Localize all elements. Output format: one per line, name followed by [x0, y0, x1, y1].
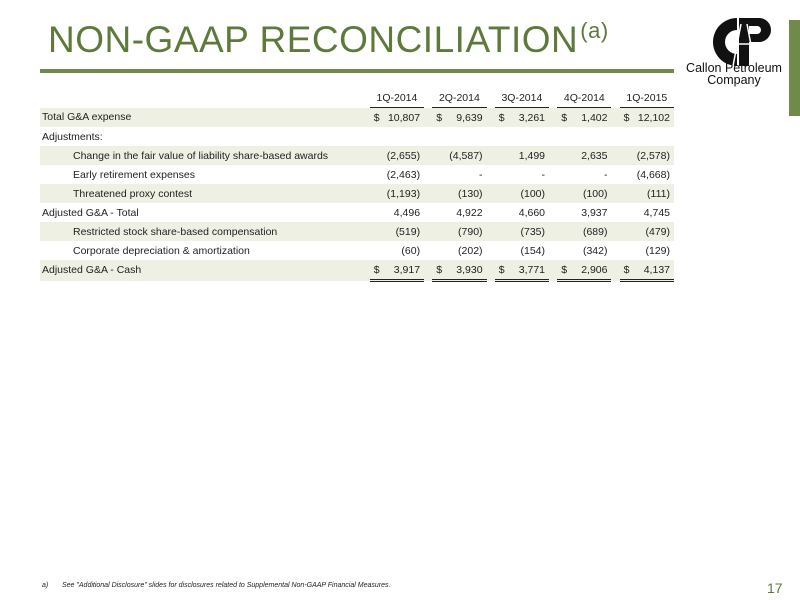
table-cell	[370, 127, 424, 146]
title-underline	[40, 69, 674, 73]
table-cell: (100)	[557, 184, 611, 203]
table-row	[40, 222, 674, 241]
table-cell	[495, 127, 549, 146]
row-label: Corporate depreciation & amortization	[73, 244, 250, 257]
footnote	[42, 582, 390, 589]
ga-reconciliation-table	[40, 88, 674, 282]
row-label: Threatened proxy contest	[40, 184, 370, 203]
table-cell: (519)	[370, 222, 424, 241]
table-cell: (202)	[458, 244, 483, 257]
row-label: Change in the fair value of liability share-based awards	[40, 146, 370, 165]
table-cell: (129)	[645, 244, 670, 257]
table-cell: $ 9,639	[432, 108, 486, 128]
row-label: Restricted stock share-based compensation	[40, 222, 370, 241]
column-header: 1Q-2014	[370, 88, 424, 108]
table-row	[40, 241, 674, 260]
column-header: 3Q-2014	[495, 88, 549, 108]
row-label: Adjusted G&A - Cash	[40, 260, 370, 281]
table-cell: $ 10,807	[370, 108, 424, 128]
table-cell: 4,745	[643, 206, 670, 219]
table-cell: $ 2,906	[557, 260, 611, 281]
row-label: Adjustments:	[42, 130, 103, 143]
column-header: 4Q-2014	[557, 88, 611, 108]
table-cell: (735)	[495, 222, 549, 241]
table-cell: (2,655)	[370, 146, 424, 165]
table-cell: (111)	[620, 184, 674, 203]
table-row	[40, 184, 674, 203]
logo-text	[674, 62, 794, 86]
table-cell: $ 3,771	[495, 260, 549, 281]
table-cell	[432, 127, 486, 146]
table-cell: (689)	[557, 222, 611, 241]
table-cell: (4,587)	[432, 146, 486, 165]
table-cell: (790)	[432, 222, 486, 241]
table-cell: 4,922	[456, 206, 483, 219]
row-label: Adjusted G&A - Total	[42, 206, 139, 219]
table-cell: $ 3,930	[432, 260, 486, 281]
table-cell: -	[541, 168, 546, 181]
table-cell: (60)	[401, 244, 421, 257]
table-cell: -	[603, 168, 608, 181]
title-superscript: (a)	[580, 18, 609, 43]
table-cell: -	[479, 168, 483, 181]
table-cell: $ 1,402	[557, 108, 611, 128]
table-cell	[557, 127, 611, 146]
column-header: 1Q-2015	[620, 88, 674, 108]
logo-line-2: Company	[707, 73, 761, 87]
column-header: 2Q-2014	[432, 88, 486, 108]
table-row	[40, 203, 674, 222]
table-cell: $ 3,261	[495, 108, 549, 128]
table-row	[40, 108, 674, 128]
table-cell: (342)	[582, 244, 608, 257]
page-number: 17	[767, 580, 783, 596]
table-row	[40, 260, 674, 281]
table-row	[40, 165, 674, 184]
table-row	[40, 127, 674, 146]
table-cell: $ 12,102	[620, 108, 674, 128]
slide-title-text: NON-GAAP RECONCILIATION	[48, 19, 579, 60]
row-label: Early retirement expenses	[73, 168, 195, 181]
table-cell: $ 4,137	[620, 260, 674, 281]
logo-line-1: Callon Petroleum	[686, 61, 782, 75]
slide-title	[48, 20, 609, 58]
footnote-marker: a)	[42, 582, 49, 589]
footnote-text: See "Additional Disclosure" slides for disclosures related to Supplemental Non-GAAP Financial Measures.	[62, 582, 391, 589]
table-row	[40, 146, 674, 165]
table-cell: (100)	[495, 184, 549, 203]
table-cell: 3,937	[581, 206, 608, 219]
table-cell: (479)	[620, 222, 674, 241]
table-cell: (1,193)	[370, 184, 424, 203]
table-cell: $ 3,917	[370, 260, 424, 281]
table-cell: 2,635	[557, 146, 611, 165]
table-cell	[620, 127, 674, 146]
table-cell: (130)	[432, 184, 486, 203]
table-cell: 4,496	[393, 206, 421, 219]
row-label: Total G&A expense	[40, 108, 370, 128]
table-cell: (154)	[520, 244, 546, 257]
table-cell: 1,499	[495, 146, 549, 165]
table-cell: (4,668)	[636, 168, 670, 181]
table-cell: 4,660	[518, 206, 546, 219]
table-cell: (2,578)	[620, 146, 674, 165]
table-header-row	[40, 88, 674, 108]
table-cell: (2,463)	[386, 168, 421, 181]
